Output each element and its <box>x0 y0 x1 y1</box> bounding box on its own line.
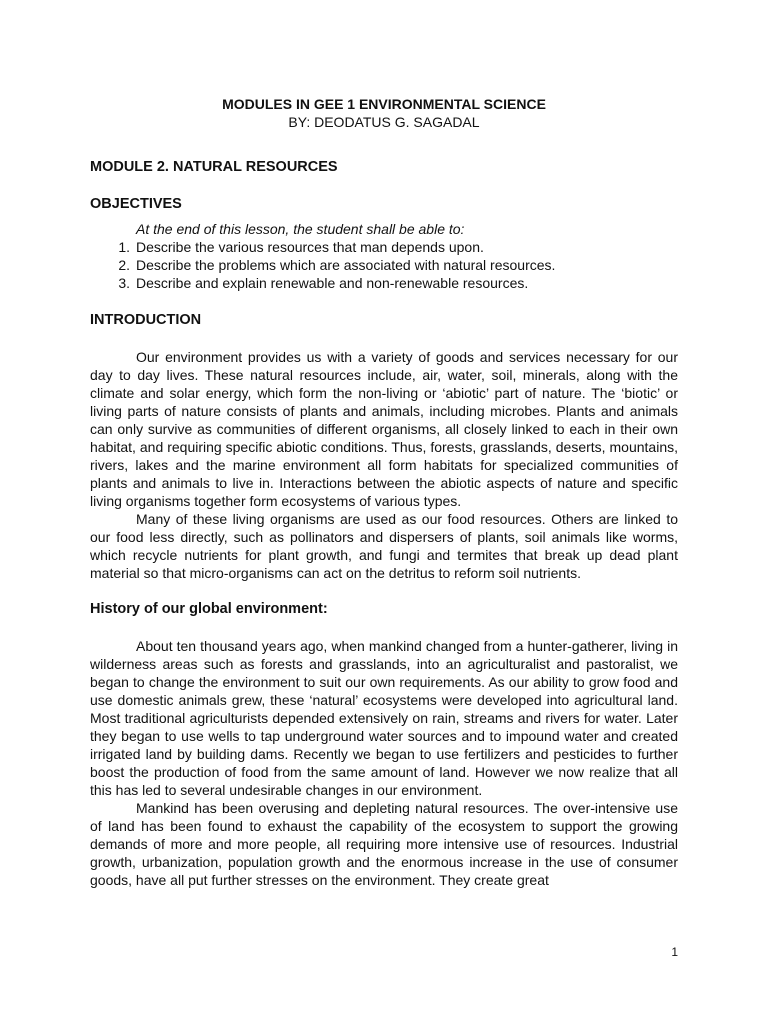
history-paragraph-2: Mankind has been overusing and depleting natural resources. The over-intensive use of land has been found to exhaust the capability of the ecosystem to support the growing demands of more and more people, all requiring more intensive use of resources. Industrial growth, urbanization, population growth and the enormous increase in the use of consumer goods, have all put further stresses on the environment. They create great <box>90 800 678 888</box>
document-author: BY: DEODATUS G. SAGADAL <box>288 114 480 130</box>
list-item-text: Describe and explain renewable and non-renewable resources. <box>136 275 529 291</box>
objectives-heading: OBJECTIVES <box>90 196 182 212</box>
list-item <box>90 256 678 274</box>
list-item-number: 3. <box>118 275 130 291</box>
history-paragraph-1: About ten thousand years ago, when mankind changed from a hunter-gatherer, living in wilderness areas such as forests and grasslands, into an agriculturalist and pastoralist, we began to change the environment to suit our own requirements. As our ability to grow food and use domestic animals grew, these ‘natural’ ecosystems were developed into agricultural land. Most traditional agriculturists depended extensively on rain, streams and rivers for water. Later they began to use wells to tap underground water sources and to impound water and created irrigated land by building dams. Recently we began to use fertilizers and pesticides to further boost the production of food from the same amount of land. However we now realize that all this has led to several undesirable changes in our environment. <box>90 638 678 798</box>
introduction-paragraph-1: Our environment provides us with a variety of goods and services necessary for our day to day lives. These natural resources include, air, water, soil, minerals, along with the climate and solar energy, which form the non-living or ‘abiotic’ part of nature. The ‘biotic’ or living parts of nature consists of plants and animals, including microbes. Plants and animals can only survive as communities of different organisms, all closely linked to each in their own habitat, and requiring specific abiotic conditions. Thus, forests, grasslands, deserts, mountains, rivers, lakes and the marine environment all form habitats for specialized communities of plants and animals to live in. Interactions between the abiotic aspects of nature and specific living organisms together form ecosystems of various types. <box>90 349 678 509</box>
introduction-paragraph-2: Many of these living organisms are used as our food resources. Others are linked to our food less directly, such as pollinators and dispersers of plants, soil animals like worms, which recycle nutrients for plant growth, and fungi and termites that break up dead plant material so that micro-organisms can act on the detritus to reform soil nutrients. <box>90 511 678 581</box>
history-heading: History of our global environment: <box>90 601 328 617</box>
list-item-number: 2. <box>118 257 130 273</box>
list-item <box>90 274 678 292</box>
page-number: 1 <box>671 945 678 959</box>
module-heading: MODULE 2. NATURAL RESOURCES <box>90 159 338 175</box>
objectives-lead: At the end of this lesson, the student shall be able to: <box>136 221 465 237</box>
list-item-text: Describe the problems which are associated with natural resources. <box>136 257 556 273</box>
document-title: MODULES IN GEE 1 ENVIRONMENTAL SCIENCE <box>222 96 546 112</box>
objectives-list <box>90 238 678 292</box>
list-item <box>90 238 678 256</box>
list-item-text: Describe the various resources that man depends upon. <box>136 239 484 255</box>
introduction-heading: INTRODUCTION <box>90 312 202 328</box>
list-item-number: 1. <box>118 239 130 255</box>
